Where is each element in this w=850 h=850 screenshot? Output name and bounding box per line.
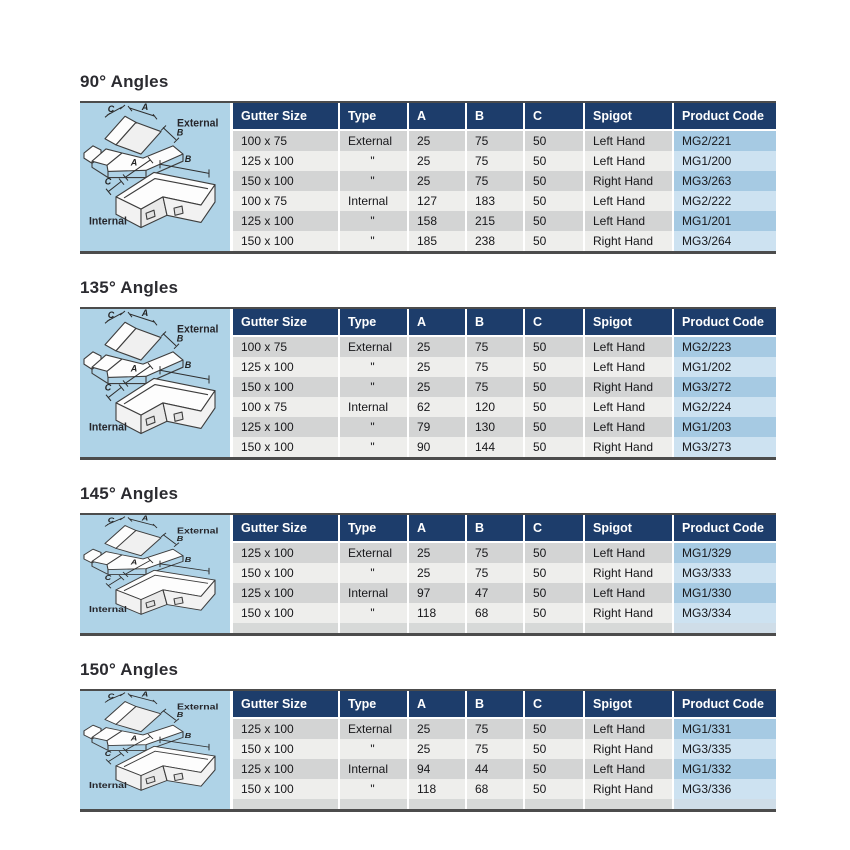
empty-cell	[673, 623, 776, 633]
table-cell: External	[339, 130, 408, 151]
table-cell: External	[339, 718, 408, 739]
header-row	[233, 309, 776, 336]
table-cell: Left Hand	[584, 397, 673, 417]
table-cell: MG3/264	[673, 231, 776, 251]
diagram-panel	[80, 515, 230, 633]
table-cell: 25	[408, 563, 466, 583]
col-header-a: A	[408, 309, 466, 336]
table-cell: Right Hand	[584, 739, 673, 759]
table-cell: 100 x 75	[233, 191, 339, 211]
table-cell: 100 x 75	[233, 130, 339, 151]
internal-label: Internal	[89, 604, 127, 615]
table-cell: 25	[408, 130, 466, 151]
empty-cell	[524, 623, 584, 633]
external-dim-c: C	[107, 104, 115, 115]
table-row	[233, 437, 776, 457]
angle-diagram	[80, 691, 230, 809]
table-cell: 50	[524, 542, 584, 563]
col-header-c: C	[524, 103, 584, 130]
table-cell: 150 x 100	[233, 739, 339, 759]
diagram-panel	[80, 691, 230, 809]
col-header-c: C	[524, 691, 584, 718]
table-cell: 50	[524, 583, 584, 603]
table-row	[233, 211, 776, 231]
empty-cell	[408, 623, 466, 633]
internal-dim-a: A	[130, 558, 138, 567]
table-cell: 185	[408, 231, 466, 251]
table-cell: Left Hand	[584, 151, 673, 171]
table-cell: MG2/222	[673, 191, 776, 211]
table-cell: Right Hand	[584, 603, 673, 623]
table-body	[233, 336, 776, 457]
external-dim-a: A	[141, 309, 149, 319]
table-cell: MG1/203	[673, 417, 776, 437]
table-cell: Right Hand	[584, 437, 673, 457]
table-cell: 125 x 100	[233, 718, 339, 739]
external-angle-figure	[84, 702, 183, 751]
table-cell: 125 x 100	[233, 583, 339, 603]
table-cell: 150 x 100	[233, 603, 339, 623]
table-row	[233, 151, 776, 171]
table-cell: 130	[466, 417, 524, 437]
col-header-gutter-size: Gutter Size	[233, 103, 339, 130]
col-header-spigot: Spigot	[584, 309, 673, 336]
col-header-a: A	[408, 691, 466, 718]
table-cell: MG2/221	[673, 130, 776, 151]
table-cell: Left Hand	[584, 542, 673, 563]
table-row	[233, 759, 776, 779]
table-cell: "	[339, 211, 408, 231]
angle-diagram	[80, 103, 230, 251]
table-cell: MG1/330	[673, 583, 776, 603]
table-cell: 150 x 100	[233, 231, 339, 251]
table-cell: Left Hand	[584, 583, 673, 603]
external-label: External	[177, 323, 219, 336]
col-header-b: B	[466, 691, 524, 718]
product-table	[233, 309, 776, 457]
table-cell: "	[339, 739, 408, 759]
table-row	[233, 191, 776, 211]
internal-dim-a: A	[130, 734, 138, 743]
table-body	[233, 718, 776, 809]
header-row	[233, 103, 776, 130]
table-cell: 183	[466, 191, 524, 211]
internal-dim-b: B	[184, 555, 192, 564]
table-cell: "	[339, 231, 408, 251]
table-cell: "	[339, 437, 408, 457]
product-table-block	[80, 101, 776, 254]
internal-socket-right	[174, 412, 183, 421]
table-cell: MG3/333	[673, 563, 776, 583]
table-cell: 118	[408, 779, 466, 799]
table-cell: 75	[466, 336, 524, 357]
product-table-block	[80, 689, 776, 812]
table-cell: 125 x 100	[233, 151, 339, 171]
table-cell: 97	[408, 583, 466, 603]
table-cell: 150 x 100	[233, 563, 339, 583]
table-cell: 68	[466, 779, 524, 799]
table-cell: Left Hand	[584, 130, 673, 151]
table-cell: 50	[524, 151, 584, 171]
table-row	[233, 739, 776, 759]
table-cell: Right Hand	[584, 779, 673, 799]
table-cell: Internal	[339, 759, 408, 779]
internal-angle-figure	[116, 172, 215, 227]
col-header-gutter-size: Gutter Size	[233, 515, 339, 542]
diagram-panel	[80, 309, 230, 457]
table-cell: External	[339, 336, 408, 357]
product-table	[233, 691, 776, 809]
col-header-product-code: Product Code	[673, 691, 776, 718]
col-header-product-code: Product Code	[673, 515, 776, 542]
col-header-type: Type	[339, 309, 408, 336]
internal-label: Internal	[89, 780, 127, 791]
empty-cell	[233, 799, 339, 809]
table-row	[233, 336, 776, 357]
external-label: External	[177, 117, 219, 130]
col-header-b: B	[466, 515, 524, 542]
table-cell: 75	[466, 718, 524, 739]
internal-angle-figure	[116, 378, 215, 433]
table-cell: MG1/202	[673, 357, 776, 377]
internal-angle-figure	[116, 746, 215, 790]
table-cell: Right Hand	[584, 171, 673, 191]
table-cell: "	[339, 151, 408, 171]
table-cell: 50	[524, 357, 584, 377]
table-cell: 125 x 100	[233, 357, 339, 377]
table-cell: MG1/201	[673, 211, 776, 231]
table-cell: 150 x 100	[233, 779, 339, 799]
external-dim-b: B	[176, 534, 184, 543]
header-row	[233, 515, 776, 542]
internal-socket-right	[174, 597, 183, 604]
section-title: 145° Angles	[80, 484, 179, 503]
table-row	[233, 603, 776, 623]
angle-diagram	[80, 515, 230, 633]
product-table-block	[80, 513, 776, 636]
table-cell: 120	[466, 397, 524, 417]
table-cell: MG1/331	[673, 718, 776, 739]
table-row	[233, 357, 776, 377]
empty-cell	[524, 799, 584, 809]
external-label: External	[177, 702, 219, 713]
table-cell: 25	[408, 151, 466, 171]
col-header-type: Type	[339, 103, 408, 130]
table-row	[233, 130, 776, 151]
table-cell: 47	[466, 583, 524, 603]
table-cell: MG3/272	[673, 377, 776, 397]
external-dim-a: A	[141, 691, 149, 699]
table-row	[233, 563, 776, 583]
empty-cell	[408, 799, 466, 809]
internal-dim-b: B	[184, 731, 192, 740]
external-label: External	[177, 526, 219, 537]
table-row	[233, 397, 776, 417]
empty-cell	[466, 623, 524, 633]
table-cell: 144	[466, 437, 524, 457]
table-cell: 25	[408, 171, 466, 191]
table-cell: 75	[466, 542, 524, 563]
table-cell: 50	[524, 718, 584, 739]
empty-cell	[584, 799, 673, 809]
internal-dim-c: C	[104, 176, 112, 187]
col-header-type: Type	[339, 515, 408, 542]
col-header-product-code: Product Code	[673, 103, 776, 130]
table-cell: MG3/334	[673, 603, 776, 623]
external-dim-c: C	[107, 692, 115, 701]
table-cell: 150 x 100	[233, 377, 339, 397]
table-cell: MG2/224	[673, 397, 776, 417]
internal-angle-figure	[116, 570, 215, 614]
table-cell: 50	[524, 211, 584, 231]
table-cell: 125 x 100	[233, 211, 339, 231]
external-dim-a: A	[141, 103, 149, 113]
table-cell: 50	[524, 231, 584, 251]
table-cell: 50	[524, 130, 584, 151]
table-row	[233, 231, 776, 251]
product-table	[233, 515, 776, 633]
table-cell: 50	[524, 397, 584, 417]
table-cell: 50	[524, 563, 584, 583]
col-header-gutter-size: Gutter Size	[233, 309, 339, 336]
table-cell: External	[339, 542, 408, 563]
table-cell: 125 x 100	[233, 542, 339, 563]
table-cell: "	[339, 779, 408, 799]
table-cell: 62	[408, 397, 466, 417]
empty-row	[233, 799, 776, 809]
external-dim-c: C	[107, 516, 115, 525]
table-cell: "	[339, 171, 408, 191]
table-cell: 50	[524, 603, 584, 623]
table-cell: 100 x 75	[233, 336, 339, 357]
table-cell: Left Hand	[584, 191, 673, 211]
table-cell: Right Hand	[584, 563, 673, 583]
table-cell: Internal	[339, 397, 408, 417]
table-cell: 50	[524, 437, 584, 457]
col-header-product-code: Product Code	[673, 309, 776, 336]
table-row	[233, 542, 776, 563]
table-row	[233, 718, 776, 739]
external-angle-figure	[84, 526, 183, 575]
empty-row	[233, 623, 776, 633]
col-header-spigot: Spigot	[584, 515, 673, 542]
product-table	[233, 103, 776, 251]
external-angle-figure	[84, 322, 183, 383]
internal-dim-a: A	[130, 363, 138, 374]
col-header-gutter-size: Gutter Size	[233, 691, 339, 718]
table-cell: 150 x 100	[233, 437, 339, 457]
table-row	[233, 171, 776, 191]
external-dim-b: B	[176, 127, 184, 138]
external-dim-b: B	[176, 333, 184, 344]
external-angle-figure	[84, 116, 183, 177]
table-cell: 94	[408, 759, 466, 779]
internal-dim-c: C	[104, 749, 112, 758]
table-cell: "	[339, 603, 408, 623]
table-cell: MG1/332	[673, 759, 776, 779]
col-header-type: Type	[339, 691, 408, 718]
table-cell: 75	[466, 171, 524, 191]
empty-cell	[584, 623, 673, 633]
table-cell: Right Hand	[584, 231, 673, 251]
table-cell: 25	[408, 542, 466, 563]
table-body	[233, 130, 776, 251]
col-header-c: C	[524, 515, 584, 542]
table-cell: 25	[408, 357, 466, 377]
table-cell: Left Hand	[584, 759, 673, 779]
table-cell: 50	[524, 191, 584, 211]
col-header-a: A	[408, 515, 466, 542]
empty-cell	[673, 799, 776, 809]
internal-dim-b: B	[184, 360, 192, 371]
table-cell: 50	[524, 739, 584, 759]
angle-diagram	[80, 309, 230, 457]
table-cell: Internal	[339, 191, 408, 211]
table-cell: Left Hand	[584, 211, 673, 231]
table-cell: 215	[466, 211, 524, 231]
table-cell: 75	[466, 151, 524, 171]
table-cell: Left Hand	[584, 417, 673, 437]
table-cell: 127	[408, 191, 466, 211]
angle-section	[80, 484, 850, 636]
table-row	[233, 417, 776, 437]
table-cell: 25	[408, 739, 466, 759]
table-cell: 75	[466, 739, 524, 759]
external-dim-b: B	[176, 710, 184, 719]
internal-socket-right	[174, 773, 183, 780]
table-row	[233, 583, 776, 603]
empty-cell	[339, 623, 408, 633]
product-table-block	[80, 307, 776, 460]
table-cell: 125 x 100	[233, 417, 339, 437]
col-header-b: B	[466, 103, 524, 130]
table-cell: 25	[408, 336, 466, 357]
table-cell: 100 x 75	[233, 397, 339, 417]
table-cell: Left Hand	[584, 336, 673, 357]
table-cell: 50	[524, 779, 584, 799]
angle-section	[80, 72, 850, 254]
col-header-c: C	[524, 309, 584, 336]
table-cell: 118	[408, 603, 466, 623]
table-cell: Left Hand	[584, 718, 673, 739]
table-cell: 90	[408, 437, 466, 457]
internal-socket-right	[174, 206, 183, 215]
table-cell: "	[339, 357, 408, 377]
col-header-a: A	[408, 103, 466, 130]
col-header-spigot: Spigot	[584, 103, 673, 130]
empty-cell	[233, 623, 339, 633]
table-cell: 25	[408, 377, 466, 397]
table-cell: 75	[466, 130, 524, 151]
table-cell: Internal	[339, 583, 408, 603]
external-dim-a: A	[141, 515, 149, 523]
internal-dim-c: C	[104, 573, 112, 582]
table-cell: "	[339, 377, 408, 397]
table-cell: MG1/200	[673, 151, 776, 171]
empty-cell	[339, 799, 408, 809]
internal-dim-b: B	[184, 154, 192, 165]
empty-cell	[466, 799, 524, 809]
table-cell: 68	[466, 603, 524, 623]
col-header-spigot: Spigot	[584, 691, 673, 718]
table-cell: MG3/336	[673, 779, 776, 799]
table-cell: 125 x 100	[233, 759, 339, 779]
table-cell: 75	[466, 377, 524, 397]
internal-label: Internal	[89, 421, 127, 434]
table-body	[233, 542, 776, 633]
table-cell: 75	[466, 563, 524, 583]
diagram-panel	[80, 103, 230, 251]
table-row	[233, 377, 776, 397]
table-cell: Right Hand	[584, 377, 673, 397]
table-cell: 50	[524, 759, 584, 779]
table-cell: MG1/329	[673, 542, 776, 563]
table-cell: 50	[524, 377, 584, 397]
table-cell: MG3/263	[673, 171, 776, 191]
table-cell: Left Hand	[584, 357, 673, 377]
table-cell: 44	[466, 759, 524, 779]
table-row	[233, 779, 776, 799]
internal-dim-a: A	[130, 157, 138, 168]
internal-label: Internal	[89, 215, 127, 228]
internal-dim-c: C	[104, 382, 112, 393]
table-cell: 50	[524, 336, 584, 357]
table-cell: 75	[466, 357, 524, 377]
header-row	[233, 691, 776, 718]
col-header-b: B	[466, 309, 524, 336]
section-title: 150° Angles	[80, 660, 179, 679]
angle-section	[80, 660, 850, 812]
table-cell: 25	[408, 718, 466, 739]
table-cell: "	[339, 417, 408, 437]
table-cell: 79	[408, 417, 466, 437]
table-cell: "	[339, 563, 408, 583]
section-title: 90° Angles	[80, 72, 169, 91]
table-cell: 150 x 100	[233, 171, 339, 191]
table-cell: 158	[408, 211, 466, 231]
section-title: 135° Angles	[80, 278, 179, 297]
table-cell: MG2/223	[673, 336, 776, 357]
table-cell: 238	[466, 231, 524, 251]
angle-section	[80, 278, 850, 460]
table-cell: MG3/335	[673, 739, 776, 759]
table-cell: 50	[524, 171, 584, 191]
table-cell: MG3/273	[673, 437, 776, 457]
table-cell: 50	[524, 417, 584, 437]
external-dim-c: C	[107, 310, 115, 321]
